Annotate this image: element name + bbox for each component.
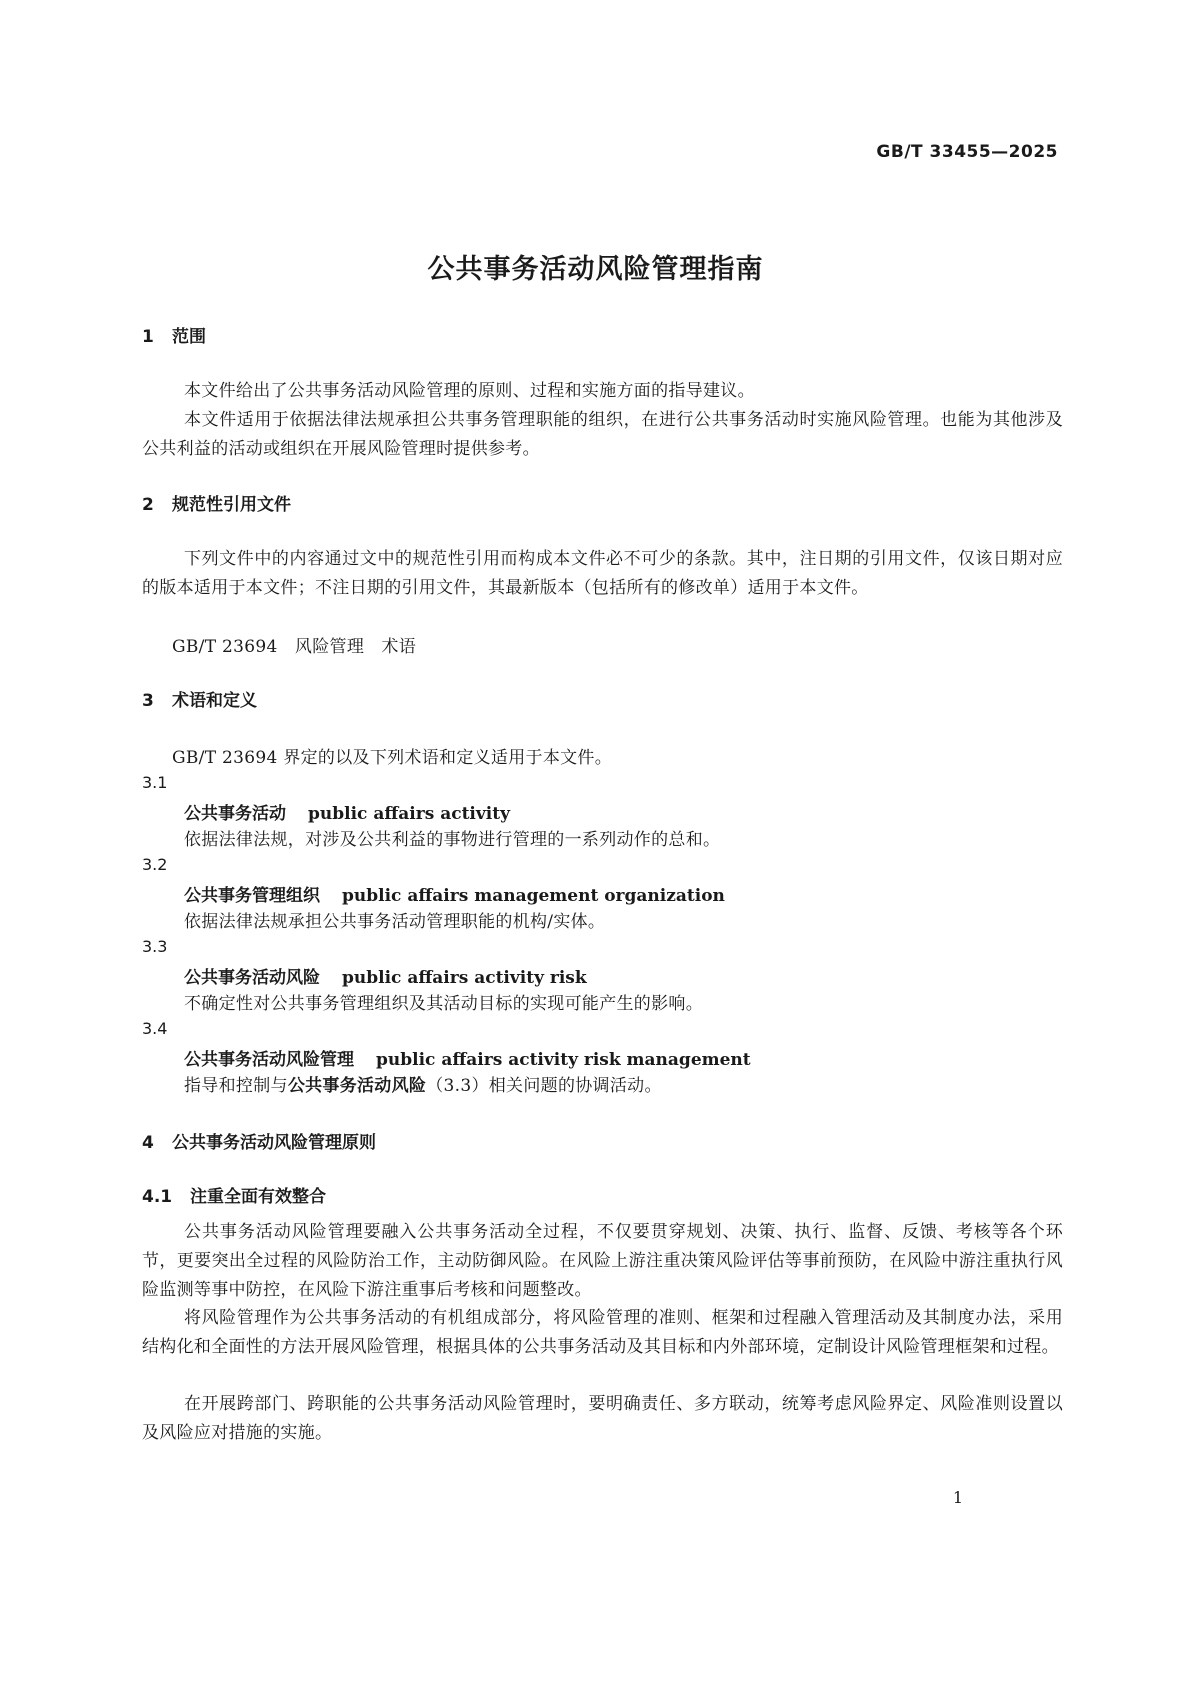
section-title: 术语和定义 bbox=[172, 691, 257, 711]
section-1-heading bbox=[142, 322, 206, 347]
term-definition: 依据法律法规，对涉及公共利益的事物进行管理的一系列动作的总和。 bbox=[184, 830, 721, 850]
page-number: 1 bbox=[952, 1488, 963, 1507]
term-english: public affairs management organization bbox=[342, 886, 725, 906]
normative-reference: GB/T 23694 风险管理 术语 bbox=[172, 637, 417, 657]
term-entry bbox=[184, 1045, 751, 1070]
standard-code: GB/T 33455—2025 bbox=[876, 142, 1058, 162]
definition-suffix: （3.3）相关问题的协调活动。 bbox=[426, 1076, 662, 1096]
section-title: 公共事务活动风险管理原则 bbox=[172, 1133, 376, 1153]
section-2-heading bbox=[142, 490, 291, 515]
subsection-4-1-paragraph-3: 在开展跨部门、跨职能的公共事务活动风险管理时，要明确责任、多方联动，统筹考虑风险界定、风险准则设置以及风险应对措施的实施。 bbox=[142, 1394, 1063, 1443]
subsection-title: 注重全面有效整合 bbox=[190, 1187, 326, 1207]
term-chinese: 公共事务活动风险 bbox=[184, 968, 320, 988]
section-number: 4 bbox=[142, 1133, 154, 1153]
document-title: 公共事务活动风险管理指南 bbox=[427, 254, 764, 285]
term-english: public affairs activity risk management bbox=[376, 1050, 751, 1070]
term-number: 3.4 bbox=[142, 1019, 168, 1038]
section-1-paragraph-1: 本文件给出了公共事务活动风险管理的原则、过程和实施方面的指导建议。 bbox=[184, 381, 755, 401]
term-chinese: 公共事务活动 bbox=[184, 804, 286, 824]
section-number: 3 bbox=[142, 691, 154, 711]
term-entry bbox=[184, 881, 725, 906]
section-1-paragraph-2: 本文件适用于依据法律法规承担公共事务管理职能的组织，在进行公共事务活动时实施风险管理。也能为其他涉及公共利益的活动或组织在开展风险管理时提供参考。 bbox=[142, 410, 1063, 459]
term-chinese: 公共事务活动风险管理 bbox=[184, 1050, 354, 1070]
term-number: 3.3 bbox=[142, 937, 168, 956]
term-number: 3.2 bbox=[142, 855, 168, 874]
term-definition: 依据法律法规承担公共事务活动管理职能的机构/实体。 bbox=[184, 912, 606, 932]
section-title: 规范性引用文件 bbox=[172, 495, 291, 515]
section-title: 范围 bbox=[172, 327, 206, 347]
subsection-4-1-paragraph-2: 将风险管理作为公共事务活动的有机组成部分，将风险管理的准则、框架和过程融入管理活动及其制度办法，采用结构化和全面性的方法开展风险管理，根据具体的公共事务活动及其目标和内外部环境，定制设计风险管理框架和过程。 bbox=[142, 1308, 1063, 1357]
term-english: public affairs activity risk bbox=[342, 968, 587, 988]
term-entry bbox=[184, 963, 587, 988]
subsection-4-1-paragraph-1: 公共事务活动风险管理要融入公共事务活动全过程，不仅要贯穿规划、决策、执行、监督、反馈、考核等各个环节，更要突出全过程的风险防治工作，主动防御风险。在风险上游注重决策风险评估等事前预防，在风险中游注重执行风险监测等事中防控，在风险下游注重事后考核和问题整改。 bbox=[142, 1222, 1063, 1300]
subsection-number: 4.1 bbox=[142, 1187, 173, 1207]
section-3-intro: GB/T 23694 界定的以及下列术语和定义适用于本文件。 bbox=[172, 748, 613, 768]
section-3-heading bbox=[142, 686, 257, 711]
term-english: public affairs activity bbox=[308, 804, 510, 824]
section-2-paragraph-1: 下列文件中的内容通过文中的规范性引用而构成本文件必不可少的条款。其中，注日期的引用文件，仅该日期对应的版本适用于本文件；不注日期的引用文件，其最新版本（包括所有的修改单）适用于本文件。 bbox=[142, 549, 1063, 598]
term-definition bbox=[184, 1071, 662, 1096]
term-definition: 不确定性对公共事务管理组织及其活动目标的实现可能产生的影响。 bbox=[184, 994, 703, 1014]
section-number: 1 bbox=[142, 327, 154, 347]
definition-term-reference: 公共事务活动风险 bbox=[287, 1076, 427, 1096]
subsection-4-1-heading bbox=[142, 1182, 326, 1207]
term-number: 3.1 bbox=[142, 773, 168, 792]
section-number: 2 bbox=[142, 495, 154, 515]
definition-prefix: 指导和控制与 bbox=[184, 1076, 288, 1096]
term-chinese: 公共事务管理组织 bbox=[184, 886, 320, 906]
term-entry bbox=[184, 799, 510, 824]
section-4-heading bbox=[142, 1128, 376, 1153]
